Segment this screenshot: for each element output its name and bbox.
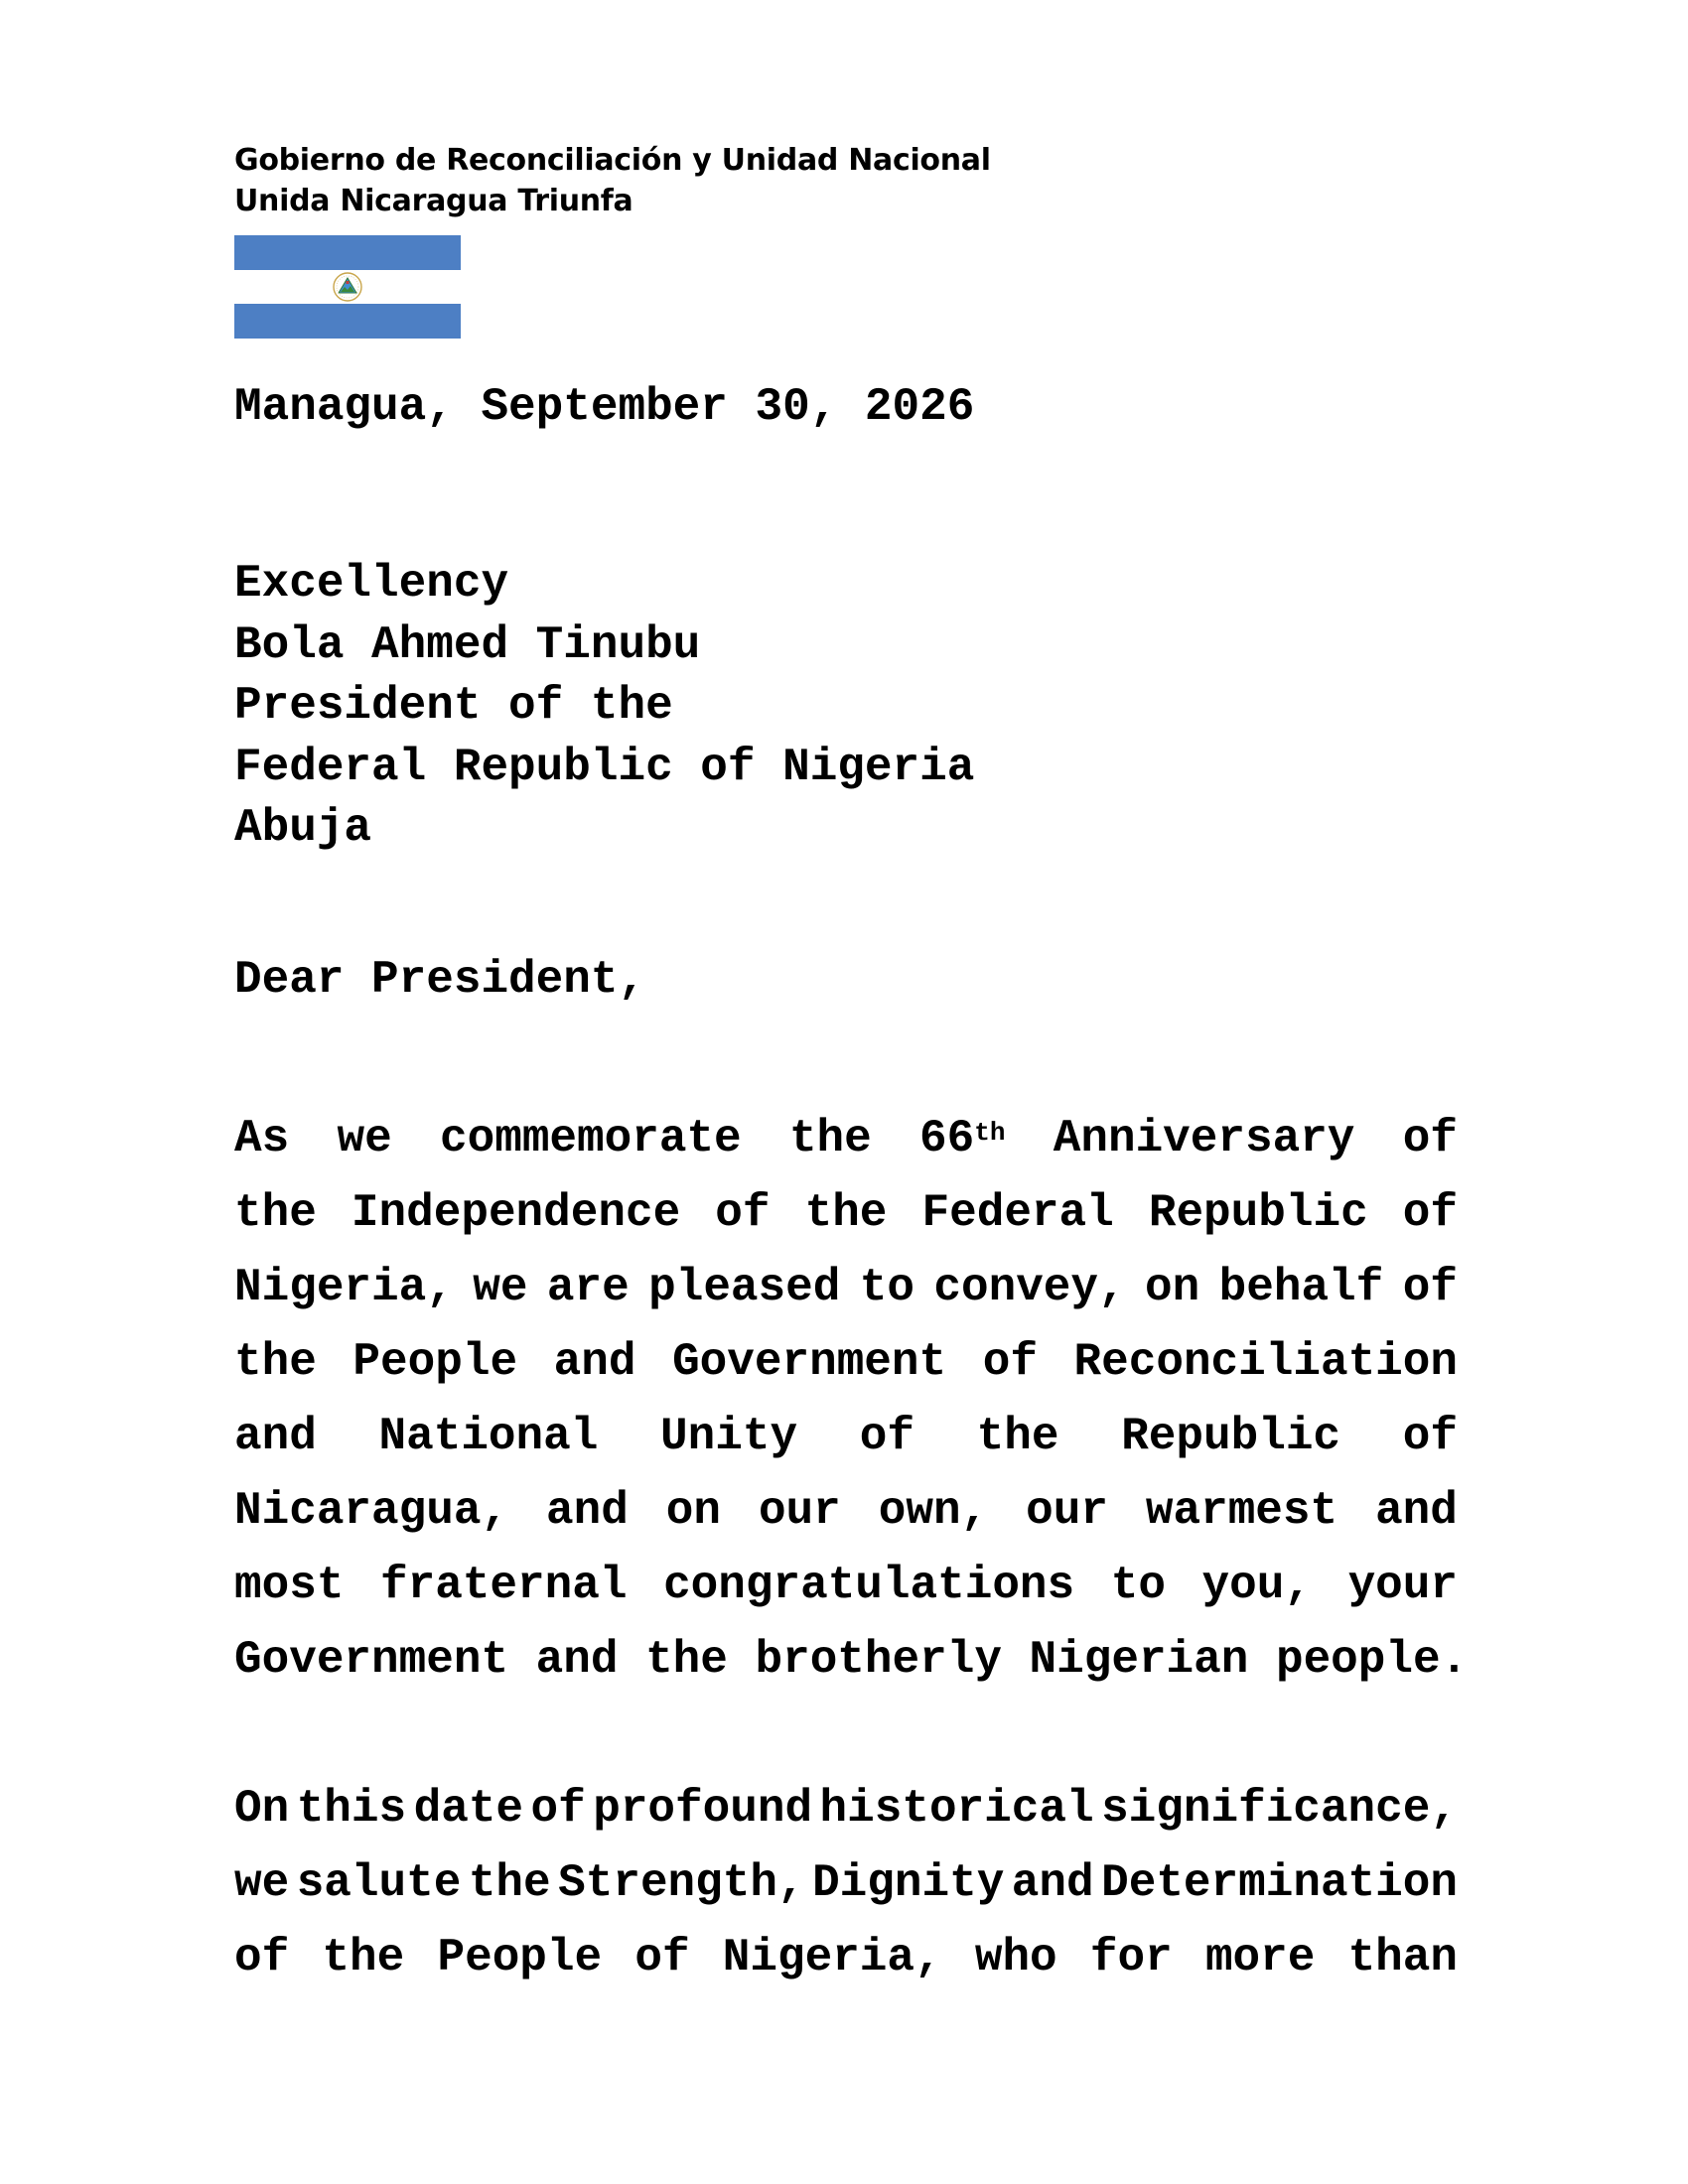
word: profound [593,1783,813,1835]
word: we [234,1857,290,1909]
body-paragraph-1 [234,1102,1469,1698]
word: and [546,1485,629,1537]
word: of [234,1932,290,1983]
letter-date: Managua, September 30, 2026 [234,381,975,433]
word: and [1375,1485,1458,1537]
word: Independence [351,1187,681,1239]
word: of [530,1783,586,1835]
word: of [1402,1411,1458,1462]
word: convey, [933,1262,1126,1313]
recipient-name: Bola Ahmed Tinubu [234,618,701,671]
word: behalf [1218,1262,1384,1313]
word: Nigeria, [234,1262,454,1313]
word: of [982,1336,1038,1388]
word: historical [819,1783,1094,1835]
word: warmest [1145,1485,1338,1537]
word: Strength, [558,1857,805,1909]
word: more [1204,1932,1316,1983]
word: the [322,1932,405,1983]
coat-of-arms-icon [331,270,364,304]
word: the [645,1634,728,1686]
ordinal-suffix: th [974,1118,1006,1148]
word: the [804,1187,888,1239]
paragraph-1-line [234,1102,1458,1176]
word: and [553,1336,636,1388]
word: on [665,1485,721,1537]
paragraph-1-line [234,1549,1458,1623]
word: the [976,1411,1059,1462]
word: our [1026,1485,1108,1537]
word: your [1347,1560,1458,1611]
paragraph-1-line [234,1251,1458,1325]
word: most [234,1560,345,1611]
word: our [758,1485,841,1537]
salutation: Dear President, [234,954,646,1006]
word: Republic [1148,1187,1368,1239]
word: 66th [919,1113,1006,1164]
recipient-title: President of the [234,680,673,732]
word: we [337,1113,392,1164]
word: the [234,1336,317,1388]
flag-top-stripe [234,235,461,270]
body-paragraph-2 [234,1772,1458,1995]
word: who [974,1932,1057,1983]
word: the [788,1113,872,1164]
word: the [234,1187,317,1239]
word: pleased [648,1262,841,1313]
word: commemorate [440,1113,742,1164]
word: of [1402,1187,1458,1239]
word: Determination [1101,1857,1458,1909]
word: Nigeria, [722,1932,942,1983]
word: you, [1201,1560,1312,1611]
paragraph-1-line [234,1474,1458,1549]
word: fraternal [380,1560,628,1611]
word: date [413,1783,524,1835]
word: of [1402,1262,1458,1313]
word: to [859,1262,914,1313]
word: and [1011,1857,1094,1909]
paragraph-2-line [234,1846,1458,1921]
word: and [535,1634,619,1686]
word: brotherly [755,1634,1002,1686]
word: Anniversary [1053,1113,1355,1164]
nicaragua-flag-icon [234,235,461,339]
word: are [546,1262,630,1313]
paragraph-2-line [234,1772,1458,1846]
letterhead [234,140,991,221]
paragraph-1-line [234,1325,1458,1400]
word: the [468,1857,551,1909]
word: on [1145,1262,1200,1313]
letterhead-slogan: Unida Nicaragua Triunfa [234,184,633,218]
word: significance, [1101,1783,1458,1835]
word: of [715,1187,771,1239]
word: of [859,1411,914,1462]
word: Government [672,1336,947,1388]
word: people. [1275,1634,1469,1686]
word: People [437,1932,603,1983]
word: we [473,1262,528,1313]
word: As [234,1113,290,1164]
word: People [352,1336,518,1388]
word: Federal [921,1187,1114,1239]
word: congratulations [663,1560,1075,1611]
word: salute [296,1857,462,1909]
word: National [378,1411,599,1462]
flag-bottom-stripe [234,304,461,339]
word: On [234,1783,290,1835]
paragraph-1-line [234,1176,1458,1251]
word: Nicaragua, [234,1485,509,1537]
word: to [1110,1560,1166,1611]
word: than [1347,1932,1458,1983]
recipient-city: Abuja [234,802,372,854]
recipient-honorific: Excellency [234,558,509,610]
word: Reconciliation [1073,1336,1458,1388]
letterhead-government-name: Gobierno de Reconciliación y Unidad Nacional [234,143,991,178]
word: this [296,1783,407,1835]
word: Nigerian [1029,1634,1249,1686]
word: and [234,1411,317,1462]
word: Dignity [812,1857,1005,1909]
word: Republic [1121,1411,1341,1462]
paragraph-1-line [234,1623,1469,1698]
paragraph-2-line [234,1921,1458,1995]
word: own, [878,1485,989,1537]
word: Government [234,1634,509,1686]
word: Unity [660,1411,798,1462]
word: of [1402,1113,1458,1164]
word: of [634,1932,690,1983]
recipient-block [234,554,974,860]
recipient-country: Federal Republic of Nigeria [234,741,975,793]
paragraph-1-line [234,1400,1458,1474]
word: for [1089,1932,1173,1983]
